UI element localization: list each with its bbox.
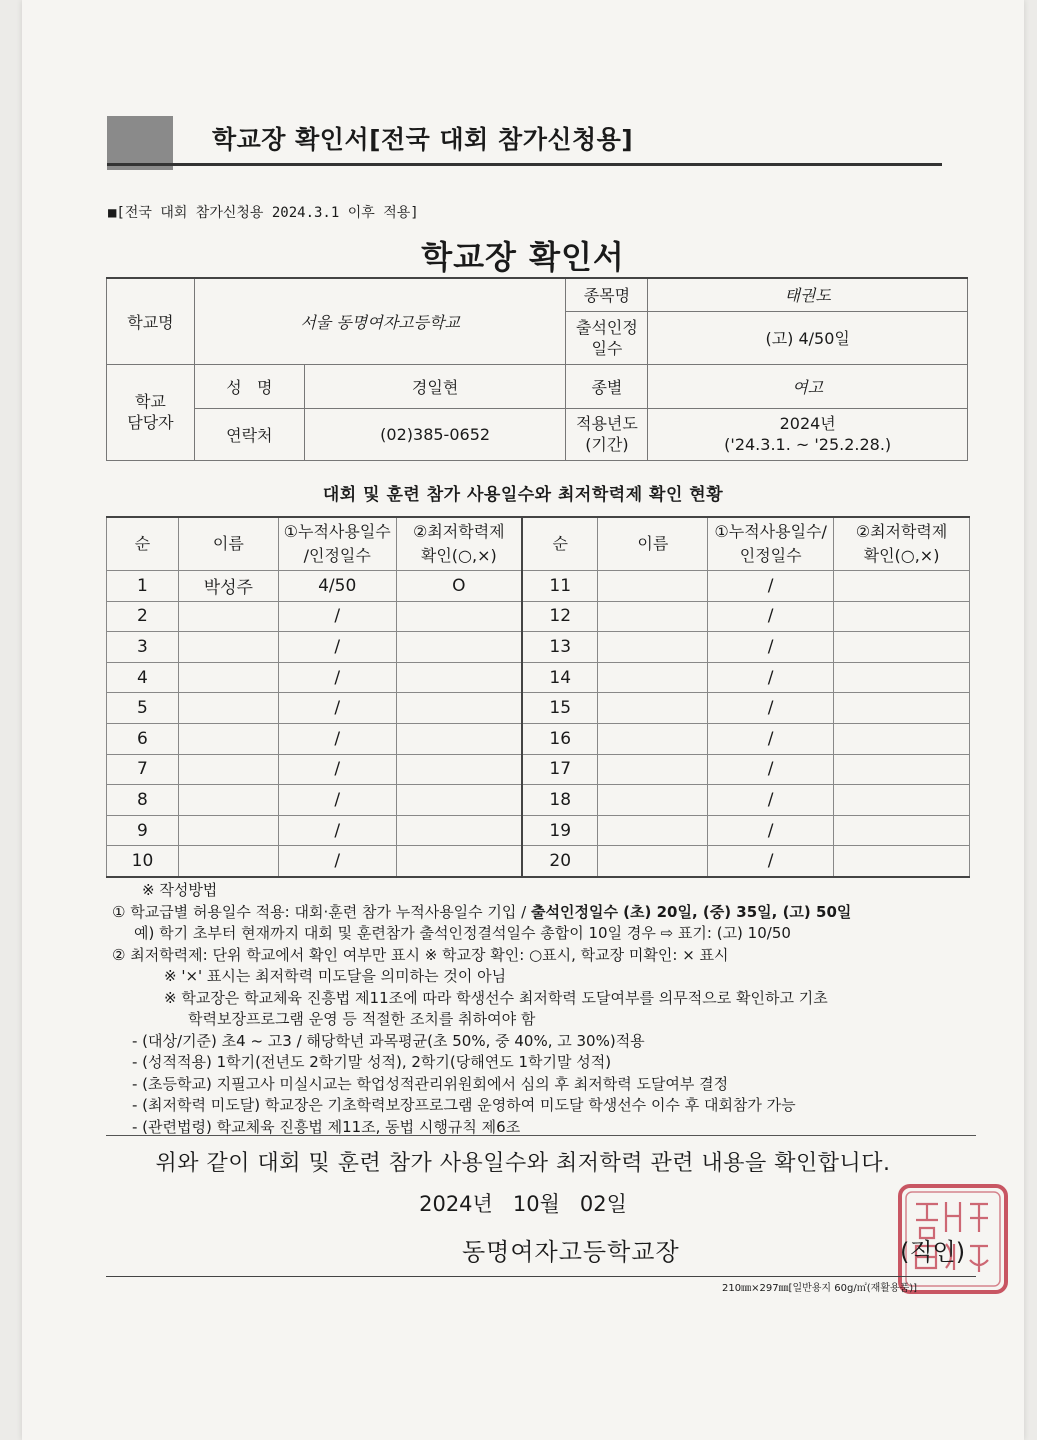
row-no: 6 [107, 723, 179, 754]
row-check [396, 632, 522, 663]
row-check [396, 693, 522, 724]
row-check [834, 601, 970, 632]
header-gray-block [107, 116, 173, 170]
year-label-line2: (기간) [585, 435, 629, 454]
guide-line-4: ※ '×' 표시는 최저학력 미도달을 의미하는 것이 아님 [164, 967, 507, 985]
row-no: 15 [522, 693, 598, 724]
year-label-line1: 적용년도 [575, 414, 638, 433]
row-no: 20 [522, 846, 598, 877]
manager-label-line2: 담당자 [127, 413, 174, 432]
header-days-left [278, 517, 396, 571]
row-name [598, 571, 708, 602]
bottom-rule [106, 1276, 976, 1277]
row-check [834, 754, 970, 785]
row-no: 16 [522, 723, 598, 754]
row-check [396, 601, 522, 632]
table-row [107, 693, 970, 724]
attendance-label-line2: 일수 [591, 338, 623, 358]
guide-line-1b: 출석인정일수 (초) 20일, (중) 35일, (고) 50일 [531, 902, 852, 921]
row-no: 3 [107, 632, 179, 663]
school-label: 학교명 [107, 278, 195, 364]
guide-line-1 [112, 902, 992, 924]
table-row [107, 815, 970, 846]
row-days: / [278, 754, 396, 785]
header-no-left: 순 [107, 517, 179, 571]
event-value: 태권도 [648, 278, 968, 311]
row-name [178, 632, 278, 663]
row-name [598, 632, 708, 663]
guide-line-9: - (초등학교) 지필고사 미실시교는 학업성적관리위원회에서 심의 후 최저학력 도달여부 결정 [132, 1074, 729, 1093]
row-no: 9 [107, 815, 179, 846]
row-name [178, 785, 278, 816]
table-row [107, 846, 970, 877]
row-days: / [278, 662, 396, 693]
row-days: / [278, 693, 396, 724]
row-no: 11 [522, 571, 598, 602]
row-days: / [708, 846, 834, 877]
row-name [598, 723, 708, 754]
type-value: 여고 [648, 364, 968, 408]
row-days: / [708, 571, 834, 602]
row-name [598, 662, 708, 693]
row-name [178, 754, 278, 785]
contact-label: 연락처 [194, 408, 304, 460]
row-check [396, 662, 522, 693]
table-row [107, 754, 970, 785]
confirmation-statement: 위와 같이 대회 및 훈련 참가 사용일수와 최저학력 관련 내용을 확인합니다. [155, 1151, 891, 1176]
table-row [107, 601, 970, 632]
row-check [396, 754, 522, 785]
row-days: / [708, 723, 834, 754]
row-name [598, 785, 708, 816]
name-value: 경일현 [304, 364, 566, 408]
row-check: O [396, 571, 522, 602]
table-row [107, 662, 970, 693]
guide-line-6: 학력보장프로그램 운영 등 적절한 조치를 취하여야 함 [188, 1010, 536, 1028]
row-no: 18 [522, 785, 598, 816]
row-days: / [708, 754, 834, 785]
guide-line-1a: ① 학교급별 허용일수 적용: 대회·훈련 참가 누적사용일수 기입 / [112, 902, 531, 921]
header-name-left: 이름 [178, 517, 278, 571]
row-check [834, 632, 970, 663]
row-check [834, 693, 970, 724]
table-row [107, 571, 970, 602]
guide-line-10: - (최저학력 미도달) 학교장은 기초학력보장프로그램 운영하여 미도달 학생선수 이수 후 대회참가 가능 [132, 1096, 796, 1114]
row-days: / [708, 662, 834, 693]
row-name [178, 662, 278, 693]
header-days-left-line2: /인정일수 [303, 546, 371, 565]
guide-line-8: - (성적적용) 1학기(전년도 2학기말 성적), 2학기(당해연도 1학기말 성적) [132, 1053, 612, 1071]
guide-line-3: ② 최저학력제: 단위 학교에서 확인 여부만 표시 ※ 학교장 확인: ○표시, 학교장 미확인: × 표시 [112, 945, 729, 964]
row-no: 7 [107, 754, 179, 785]
row-no: 17 [522, 754, 598, 785]
row-check [834, 815, 970, 846]
year-value-line2: ('24.3.1. ~ '25.2.28.) [724, 435, 892, 454]
row-days: / [278, 723, 396, 754]
manager-label-line1: 학교 [134, 392, 166, 411]
row-check [834, 846, 970, 877]
row-name [598, 693, 708, 724]
row-check [396, 723, 522, 754]
attendance-label-line1: 출석인정 [575, 317, 638, 337]
manager-label [107, 364, 195, 460]
header-days-right-line2: 인정일수 [739, 546, 802, 565]
table-row [107, 632, 970, 663]
paper-spec-footnote: 210㎜×297㎜[일반용지 60g/㎡(재활용품)] [722, 1283, 918, 1294]
year-label [566, 408, 648, 460]
row-no: 12 [522, 601, 598, 632]
header-min-left-line1: ②최저학력제 [413, 522, 505, 541]
row-name [178, 815, 278, 846]
header-title: 학교장 확인서[전국 대회 참가신청용] [212, 125, 634, 154]
guide-line-5: ※ 학교장은 학교체육 진흥법 제11조에 따라 학생선수 최저학력 도달여부를 의무적으로 확인하고 기초 [164, 988, 828, 1007]
row-check [834, 723, 970, 754]
header-min-left-line2: 확인(○,×) [420, 546, 497, 565]
table-row [107, 785, 970, 816]
guide-line-2: 예) 학기 초부터 현재까지 대회 및 훈련참가 출석인정결석일수 총합이 10일 경우 ⇨ 표기: (고) 10/50 [134, 924, 791, 942]
row-days: 4/50 [278, 571, 396, 602]
row-days: / [278, 632, 396, 663]
row-name [598, 601, 708, 632]
contact-value: (02)385-0652 [304, 408, 566, 460]
row-days: / [708, 693, 834, 724]
row-no: 4 [107, 662, 179, 693]
row-days: / [278, 815, 396, 846]
header-min-right-line2: 확인(○,×) [863, 546, 940, 565]
row-name [178, 723, 278, 754]
header-name-right: 이름 [598, 517, 708, 571]
row-check [834, 662, 970, 693]
row-name [178, 693, 278, 724]
header-min-left [396, 517, 522, 571]
row-no: 2 [107, 601, 179, 632]
row-name [598, 846, 708, 877]
principal-name: 동명여자고등학교장 [462, 1238, 680, 1266]
section-title: 대회 및 훈련 참가 사용일수와 최저학력제 확인 현황 [322, 485, 724, 505]
header-days-left-line1: ①누적사용일수 [283, 522, 391, 541]
row-no: 13 [522, 632, 598, 663]
header-days-right-line1: ①누적사용일수/ [714, 522, 827, 541]
event-label: 종목명 [566, 278, 648, 311]
header-no-right: 순 [522, 517, 598, 571]
year-value-line1: 2024년 [779, 414, 836, 433]
school-value: 서울 동명여자고등학교 [194, 278, 566, 364]
writing-guide [112, 880, 992, 1138]
row-days: / [278, 601, 396, 632]
participation-table [106, 516, 970, 878]
guide-heading: ※ 작성방법 [142, 881, 218, 899]
row-days: / [278, 846, 396, 877]
row-no: 14 [522, 662, 598, 693]
row-check [396, 815, 522, 846]
document-page [22, 0, 1024, 1440]
row-no: 19 [522, 815, 598, 846]
row-days: / [708, 601, 834, 632]
issue-date: 2024년 10월 02일 [419, 1192, 627, 1216]
name-label: 성 명 [194, 364, 304, 408]
year-value [648, 408, 968, 460]
seal-label: (직인) [900, 1238, 966, 1266]
row-name [598, 754, 708, 785]
header-days-right [708, 517, 834, 571]
row-name: 박성주 [178, 571, 278, 602]
guide-line-11: - (관련법령) 학교체육 진흥법 제11조, 동법 시행규칙 제6조 [132, 1117, 521, 1136]
row-no: 5 [107, 693, 179, 724]
row-no: 1 [107, 571, 179, 602]
guide-divider [106, 1135, 976, 1136]
row-days: / [708, 815, 834, 846]
row-name [598, 815, 708, 846]
header-min-right [834, 517, 970, 571]
row-name [178, 601, 278, 632]
attendance-value: (고) 4/50일 [648, 311, 968, 364]
row-no: 10 [107, 846, 179, 877]
row-check [396, 846, 522, 877]
row-name [178, 846, 278, 877]
type-label: 종별 [566, 364, 648, 408]
row-days: / [278, 785, 396, 816]
header-min-right-line1: ②최저학력제 [855, 522, 948, 541]
page-title: 학교장 확인서 [421, 238, 625, 276]
info-table [106, 277, 968, 461]
attendance-label [566, 311, 648, 364]
header-rule [107, 163, 942, 166]
row-check [834, 571, 970, 602]
row-days: / [708, 785, 834, 816]
row-check [834, 785, 970, 816]
guide-line-7: - (대상/기준) 초4 ~ 고3 / 해당학년 과목평균(초 50%, 중 40%, 고 30%)적용 [132, 1031, 645, 1050]
row-no: 8 [107, 785, 179, 816]
applicability-note: ■[전국 대회 참가신청용 2024.3.1 이후 적용] [108, 205, 419, 221]
table-row [107, 723, 970, 754]
row-check [396, 785, 522, 816]
row-days: / [708, 632, 834, 663]
